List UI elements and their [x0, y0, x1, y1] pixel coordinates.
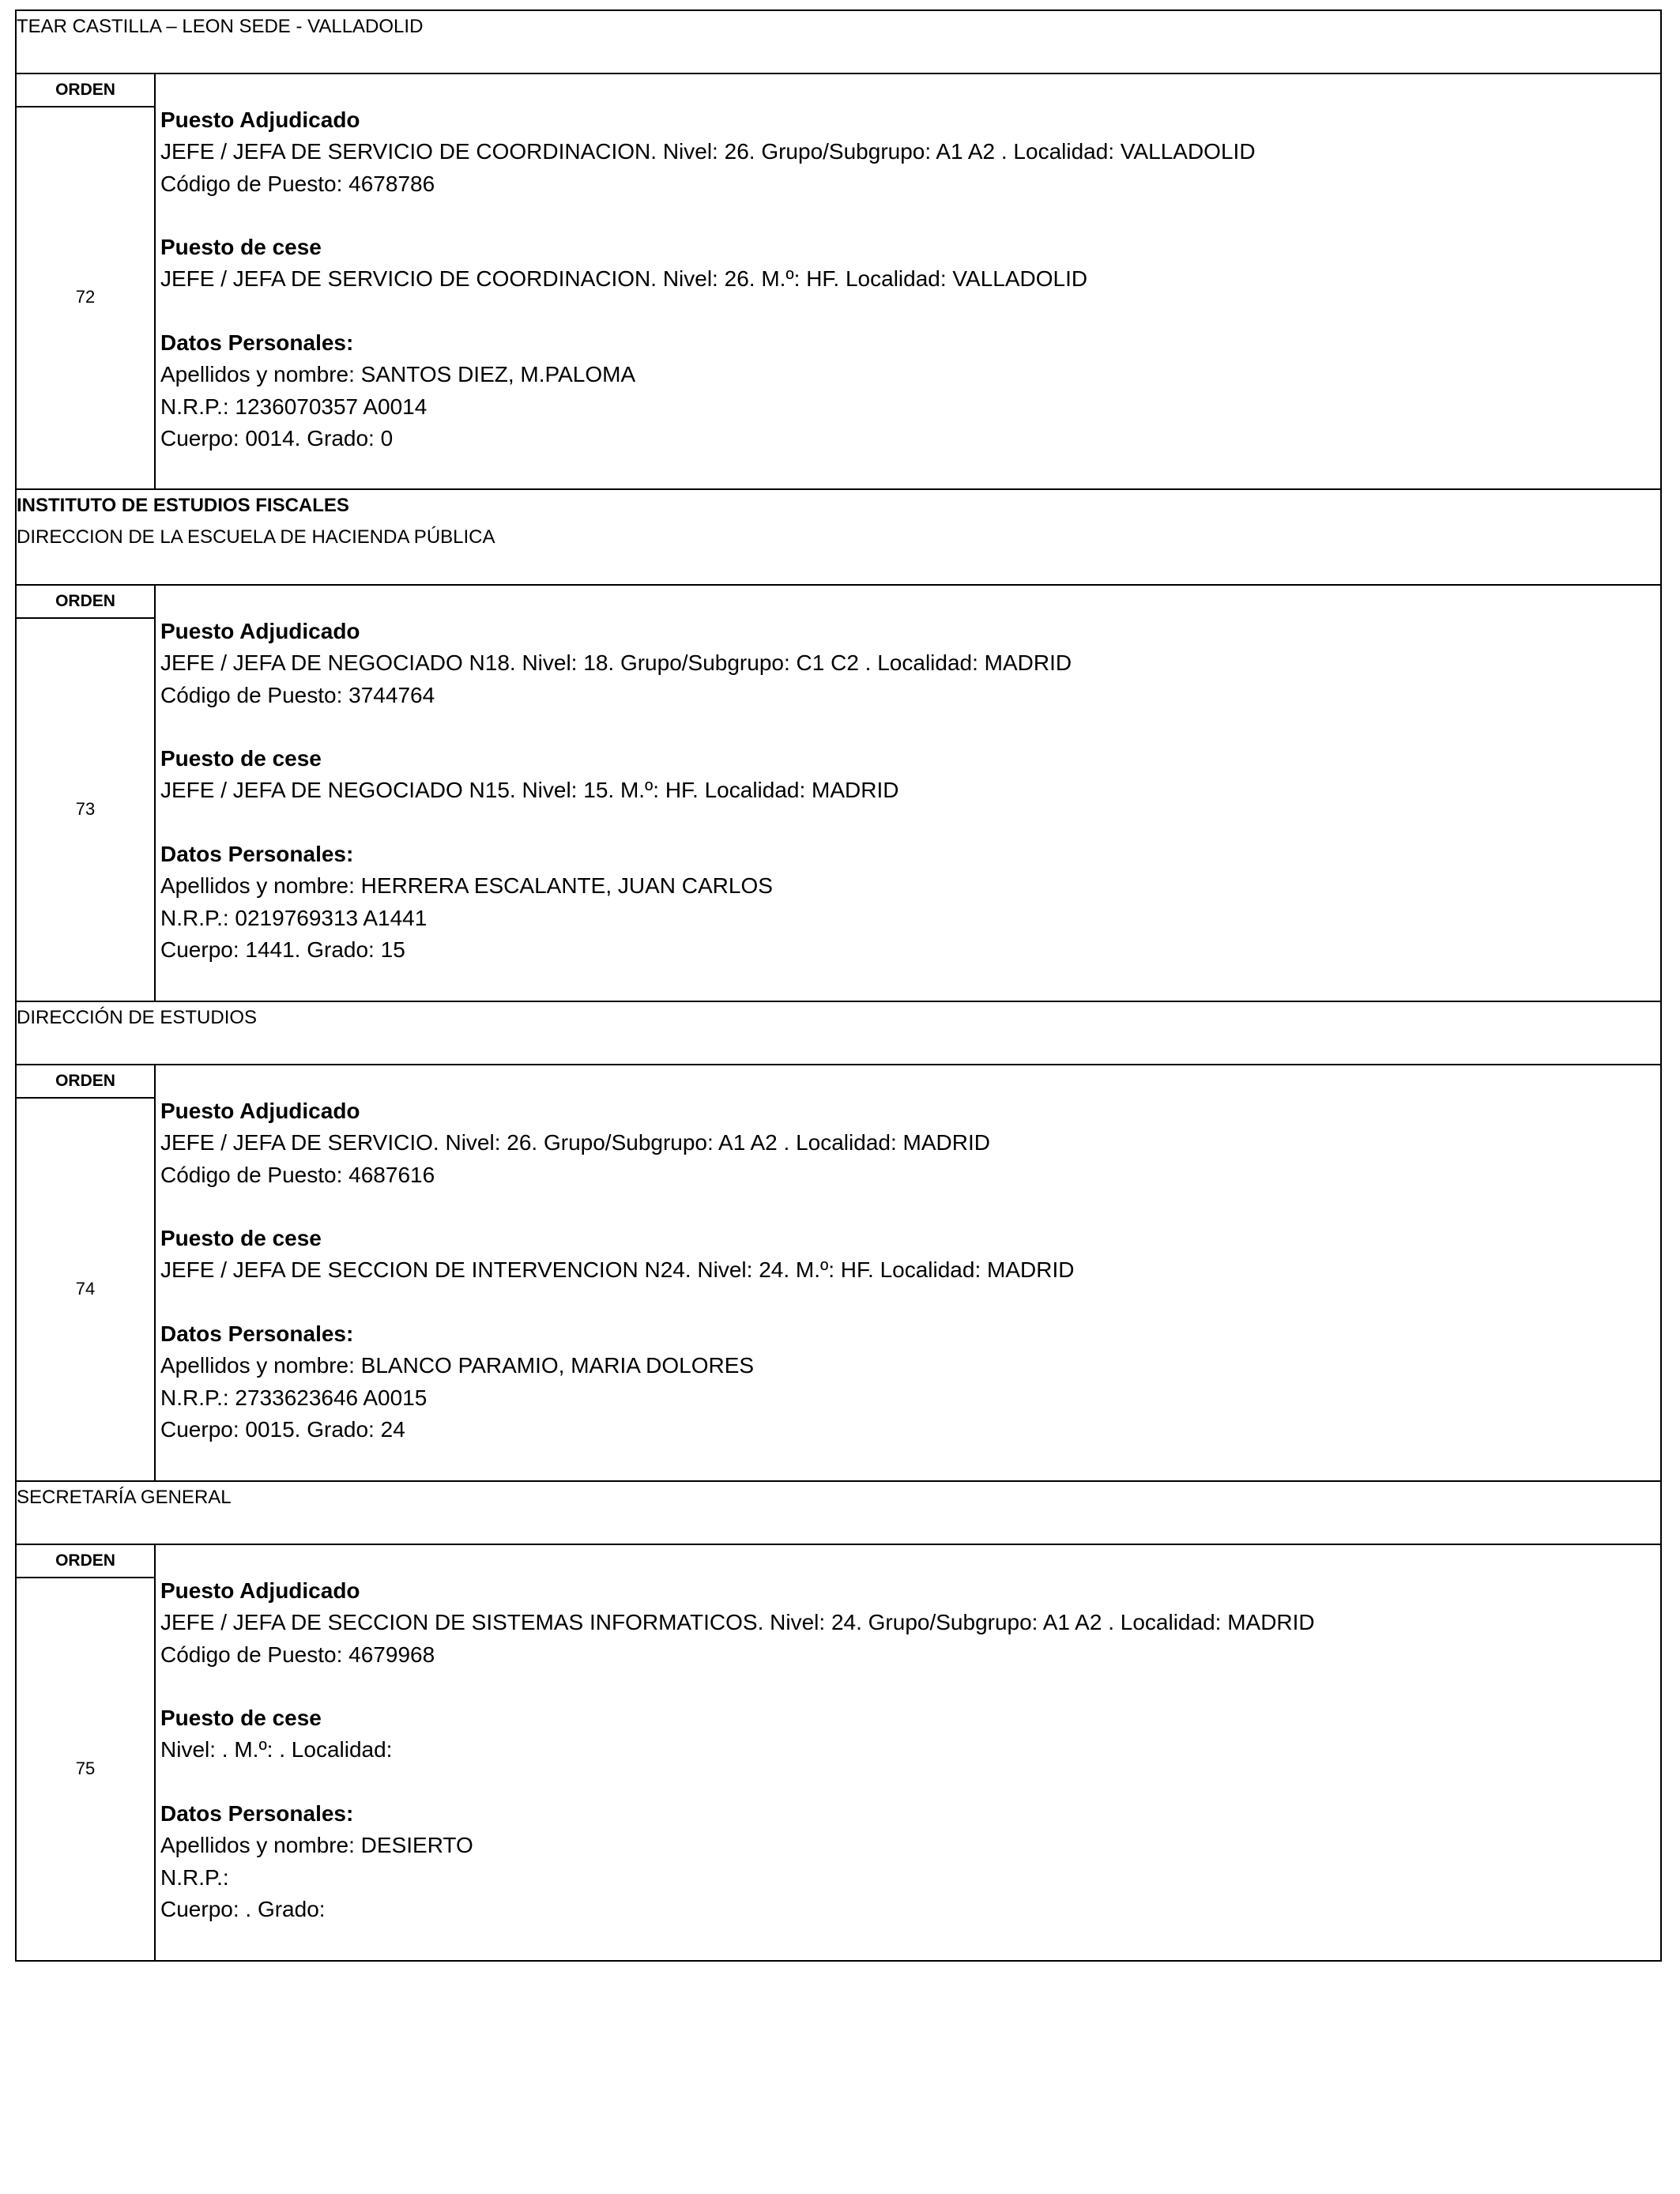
puesto-adjudicado-line: JEFE / JEFA DE SERVICIO. Nivel: 26. Grupo/Subgrupo: A1 A2 . Localidad: MADRID	[160, 1130, 990, 1155]
puesto-adjudicado-line: JEFE / JEFA DE SERVICIO DE COORDINACION. Nivel: 26. Grupo/Subgrupo: A1 A2 . Localidad: VALLADOLID	[160, 139, 1256, 164]
orden-number: 72	[75, 287, 96, 307]
nrp: N.R.P.: 1236070357 A0014	[160, 394, 428, 419]
orden-label: ORDEN	[17, 1545, 154, 1578]
nrp: N.R.P.: 2733623646 A0015	[160, 1385, 428, 1410]
codigo-puesto: Código de Puesto: 4687616	[160, 1162, 435, 1187]
puesto-adjudicado-title: Puesto Adjudicado	[160, 619, 360, 643]
puesto-cese-line: JEFE / JEFA DE SERVICIO DE COORDINACION. Nivel: 26. M.º: HF. Localidad: VALLADOLID	[160, 266, 1088, 292]
nrp: N.R.P.: 0219769313 A1441	[160, 905, 428, 930]
puesto-cese-title: Puesto de cese	[160, 235, 322, 260]
datos-personales-title: Datos Personales:	[160, 1321, 354, 1347]
cuerpo-grado: Cuerpo: 0014. Grado: 0	[160, 425, 394, 450]
puesto-cese-title: Puesto de cese	[160, 746, 322, 771]
puesto-adjudicado-line: JEFE / JEFA DE NEGOCIADO N18. Nivel: 18. Grupo/Subgrupo: C1 C2 . Localidad: MADRID	[160, 650, 1072, 676]
section-header	[16, 1001, 1661, 1065]
puesto-cese-line: Nivel: . M.º: . Localidad:	[160, 1737, 393, 1762]
adjudicaciones-table	[15, 9, 1662, 1962]
codigo-puesto: Código de Puesto: 3744764	[160, 682, 435, 707]
orden-label: ORDEN	[17, 74, 154, 107]
datos-personales-title: Datos Personales:	[160, 330, 354, 356]
puesto-cese-title: Puesto de cese	[160, 1226, 322, 1251]
section-header	[16, 1481, 1661, 1544]
orden-number: 74	[75, 1278, 96, 1299]
section-header	[16, 489, 1661, 585]
cuerpo-grado: Cuerpo: 0015. Grado: 24	[160, 1416, 405, 1442]
entry-row	[16, 1544, 1661, 1961]
section-name: SECRETARÍA GENERAL	[17, 1487, 232, 1508]
apellidos-nombre: Apellidos y nombre: HERRERA ESCALANTE, JUAN CARLOS	[160, 873, 773, 899]
section-name: TEAR CASTILLA – LEON SEDE - VALLADOLID	[17, 16, 424, 37]
entry-row	[16, 1065, 1661, 1481]
section-header	[16, 10, 1661, 74]
puesto-cese-line: JEFE / JEFA DE NEGOCIADO N15. Nivel: 15. M.º: HF. Localidad: MADRID	[160, 778, 899, 803]
orden-number: 75	[75, 1758, 96, 1778]
puesto-adjudicado-title: Puesto Adjudicado	[160, 107, 360, 132]
section-name: DIRECCIÓN DE ESTUDIOS	[17, 1007, 258, 1028]
section-subname: DIRECCION DE LA ESCUELA DE HACIENDA PÚBLICA	[17, 526, 495, 548]
apellidos-nombre: Apellidos y nombre: BLANCO PARAMIO, MARIA DOLORES	[160, 1353, 755, 1378]
puesto-adjudicado-title: Puesto Adjudicado	[160, 1578, 360, 1603]
puesto-adjudicado-title: Puesto Adjudicado	[160, 1099, 360, 1123]
section-name: INSTITUTO DE ESTUDIOS FISCALES	[17, 495, 349, 516]
nrp: N.R.P.:	[160, 1864, 229, 1890]
puesto-cese-title: Puesto de cese	[160, 1706, 322, 1731]
orden-label: ORDEN	[17, 586, 154, 619]
apellidos-nombre: Apellidos y nombre: DESIERTO	[160, 1833, 473, 1858]
cuerpo-grado: Cuerpo: . Grado:	[160, 1896, 326, 1921]
puesto-cese-line: JEFE / JEFA DE SECCION DE INTERVENCION N24. Nivel: 24. M.º: HF. Localidad: MADRID	[160, 1257, 1075, 1283]
entry-row	[16, 74, 1661, 489]
apellidos-nombre: Apellidos y nombre: SANTOS DIEZ, M.PALOMA	[160, 362, 636, 387]
datos-personales-title: Datos Personales:	[160, 842, 354, 867]
codigo-puesto: Código de Puesto: 4679968	[160, 1642, 435, 1667]
datos-personales-title: Datos Personales:	[160, 1801, 354, 1826]
entry-row	[16, 585, 1661, 1001]
codigo-puesto: Código de Puesto: 4678786	[160, 171, 435, 196]
orden-label: ORDEN	[17, 1065, 154, 1099]
cuerpo-grado: Cuerpo: 1441. Grado: 15	[160, 937, 405, 962]
orden-number: 73	[75, 798, 96, 819]
puesto-adjudicado-line: JEFE / JEFA DE SECCION DE SISTEMAS INFORMATICOS. Nivel: 24. Grupo/Subgrupo: A1 A2 . Localidad: MADRID	[160, 1610, 1315, 1635]
